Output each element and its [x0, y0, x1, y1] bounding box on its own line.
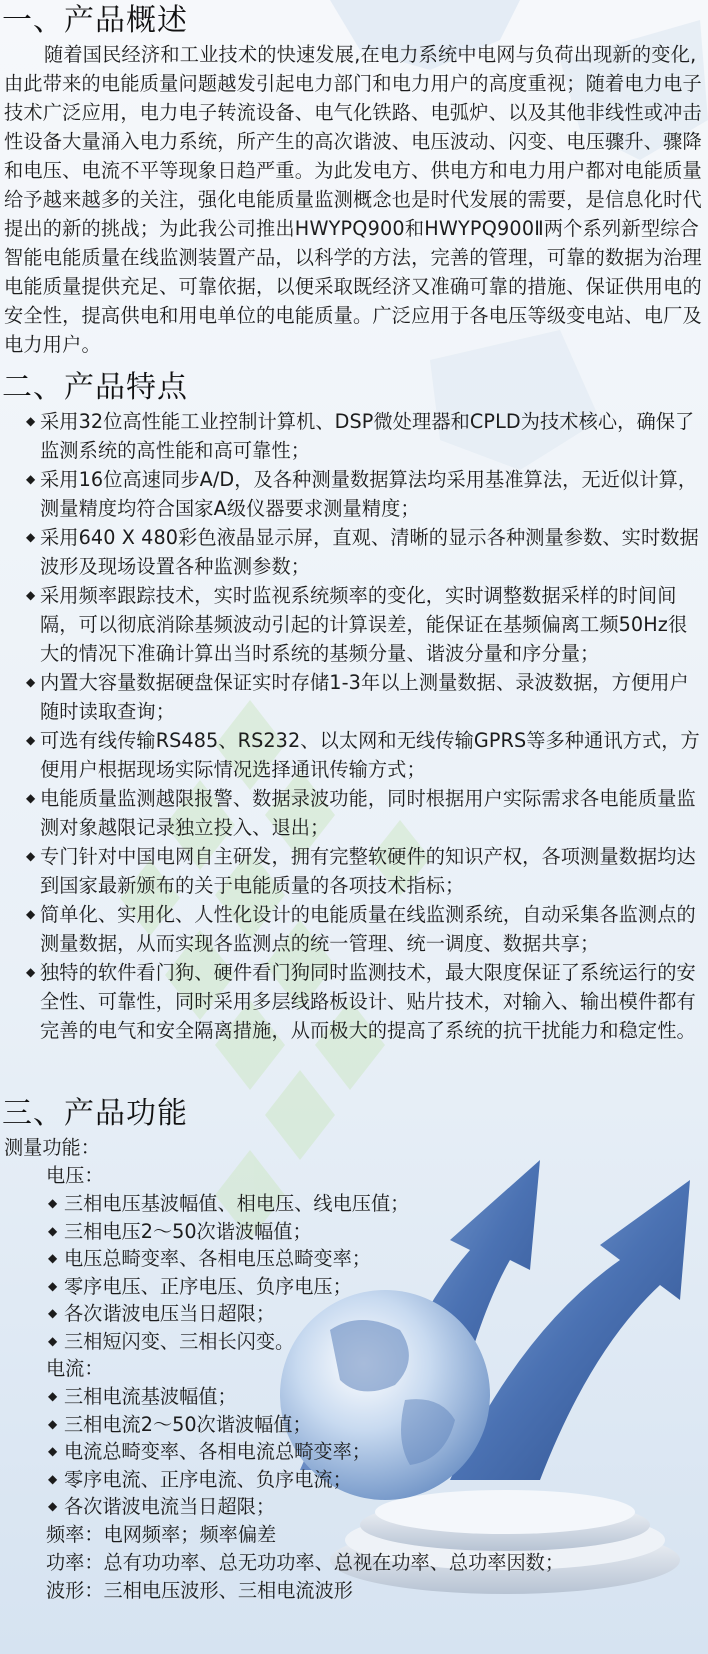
list-item: ◆ 三相电流2～50次谐波幅值；: [0, 1411, 708, 1439]
list-item: ◆ 各次谐波电压当日超限；: [0, 1300, 708, 1328]
list-item: ◆ 三相电流基波幅值；: [0, 1383, 708, 1411]
voltage-list: [0, 1190, 708, 1355]
list-item: ◆ 零序电流、正序电流、负序电流；: [0, 1466, 708, 1494]
voltage-label: 电压：: [46, 1164, 104, 1187]
list-item: ◆ 零序电压、正序电压、负序电压；: [0, 1273, 708, 1301]
feature-list: [0, 407, 708, 1045]
measure-label: 测量功能：: [4, 1136, 100, 1159]
list-item: ◆ 电流总畸变率、各相电流总畸变率；: [0, 1438, 708, 1466]
overview-paragraph: 随着国民经济和工业技术的快速发展,在电力系统中电网与负荷出现新的变化,由此带来的电能质量问题越发引起电力部门和电力用户的高度重视；随着电力电子技术广泛应用，电力电子转流设备、电气化铁路、电弧炉、以及其他非线性或冲击性设备大量涌入电力系统，所产生的高次谐波、电压波动、闪变、电压骤升、骤降和电压、电流不平等现象日趋严重。为此发电方、供电方和电力用户都对电能质量给予越来越多的关注，强化电能质量监测概念也是时代发展的需要，是信息化时代提出的新的挑战；为此我公司推出HWYPQ900和HWYPQ900Ⅱ两个系列新型综合智能电能质量在线监测装置产品，以科学的方法，完善的管理，可靠的数据为治理电能质量提供充足、可靠依据，以便采取既经济又准确可靠的措施、保证供用电的安全性，提高供电和用电单位的电能质量。广泛应用于各电压等级变电站、电厂及电力用户。: [4, 43, 702, 356]
current-label: 电流：: [46, 1357, 104, 1380]
list-item: ◆ 专门针对中国电网自主研发，拥有完整软硬件的知识产权，各项测量数据均达到国家最新颁布的关于电能质量的各项技术指标；: [0, 842, 708, 900]
list-item: ◆ 简单化、实用化、人性化设计的电能质量在线监测系统，自动采集各监测点的测量数据，从而实现各监测点的统一管理、统一调度、数据共享；: [0, 900, 708, 958]
list-item: ◆ 采用640 X 480彩色液晶显示屏，直观、清晰的显示各种测量参数、实时数据波形及现场设置各种监测参数；: [0, 523, 708, 581]
list-item: ◆ 独特的软件看门狗、硬件看门狗同时监测技术，最大限度保证了系统运行的安全性、可靠性，同时采用多层线路板设计、贴片技术，对输入、输出模件都有完善的电气和安全隔离措施，从而极大的提高了系统的抗干扰能力和稳定性。: [0, 958, 708, 1045]
list-item: ◆ 电能质量监测越限报警、数据录波功能，同时根据用户实际需求各电能质量监测对象越限记录独立投入、退出；: [0, 784, 708, 842]
power-line: 功率：总有功功率、总无功功率、总视在功率、总功率因数；: [46, 1551, 565, 1574]
frequency-line: 频率：电网频率；频率偏差: [46, 1523, 277, 1546]
waveform-line: 波形：三相电压波形、三相电流波形: [46, 1579, 353, 1602]
list-item: ◆ 可选有线传输RS485、RS232、以太网和无线传输GPRS等多种通讯方式，方便用户根据现场实际情况选择通讯传输方式；: [0, 726, 708, 784]
section-title-overview: 一、产品概述: [2, 3, 188, 38]
list-item: ◆ 采用16位高速同步A/D，及各种测量数据算法均采用基准算法，无近似计算，测量精度均符合国家A级仪器要求测量精度；: [0, 465, 708, 523]
list-item: ◆ 内置大容量数据硬盘保证实时存储1-3年以上测量数据、录波数据，方便用户随时读取查询；: [0, 668, 708, 726]
list-item: ◆ 采用32位高性能工业控制计算机、DSP微处理器和CPLD为技术核心，确保了监测系统的高性能和高可靠性；: [0, 407, 708, 465]
list-item: ◆ 三相电压基波幅值、相电压、线电压值；: [0, 1190, 708, 1218]
list-item: ◆ 各次谐波电流当日超限；: [0, 1493, 708, 1521]
list-item: ◆ 采用频率跟踪技术，实时监视系统频率的变化，实时调整数据采样的时间间隔，可以彻底消除基频波动引起的计算误差，能保证在基频偏离工频50Hz很大的情况下准确计算出当时系统的基频分量、谐波分量和序分量；: [0, 581, 708, 668]
current-list: [0, 1383, 708, 1521]
list-item: ◆ 电压总畸变率、各相电压总畸变率；: [0, 1245, 708, 1273]
section-title-features: 二、产品特点: [2, 370, 188, 405]
list-item: ◆ 三相短闪变、三相长闪变。: [0, 1328, 708, 1356]
section-title-functions: 三、产品功能: [2, 1096, 188, 1131]
list-item: ◆ 三相电压2～50次谐波幅值；: [0, 1218, 708, 1246]
